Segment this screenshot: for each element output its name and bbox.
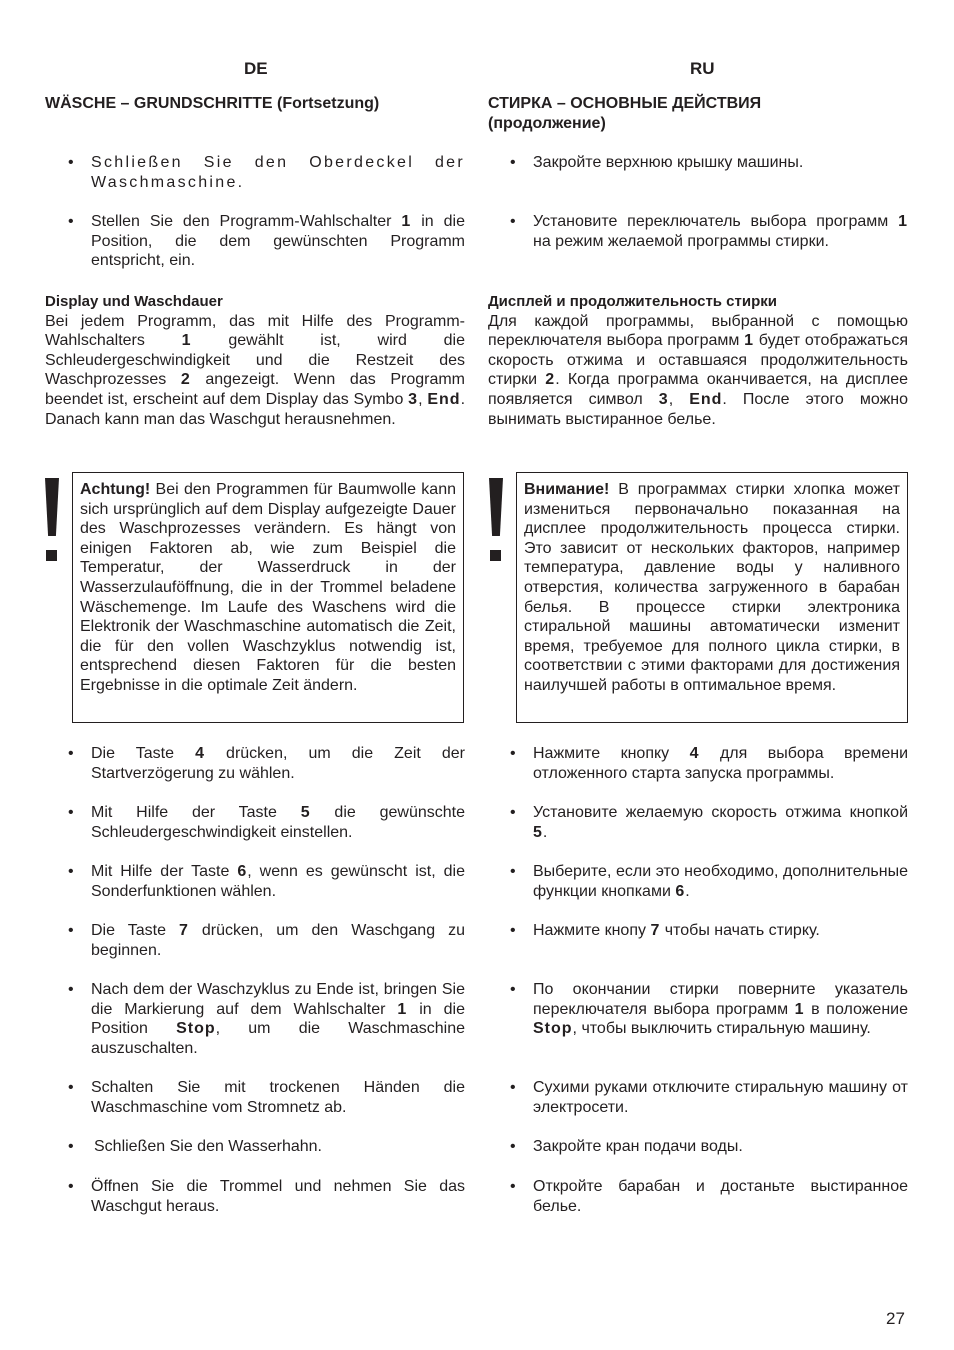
ru-step-4: • Нажмите кнопку 4 для выбора времени отложенного старта запуска программы.	[510, 745, 909, 782]
de-step-unplug: • Schalten Sie mit trockenen Händen die Waschmaschine vom Stromnetz ab.	[68, 1079, 465, 1116]
ru-language-header: RU	[690, 59, 715, 78]
ru-step-stop: • По окончании стирки поверните указатель переключателя выбора программ 1 в положение Stop, чтобы выключить стиральную машину.	[510, 981, 908, 1038]
page-number: 27	[886, 1309, 905, 1328]
ru-step-7: • Нажмите кнопу 7 чтобы начать стирку.	[510, 922, 820, 939]
de-step-stop: • Nach dem der Waschzyklus zu Ende ist, bringen Sie die Markierung auf dem Wahlschalter 1 in die Position Stop, um die Waschmaschine auszuschalten.	[68, 981, 466, 1057]
ru-display-section	[488, 292, 908, 429]
ru-step-5: • Установите желаемую скорость отжима кнопкой 5.	[510, 804, 908, 841]
de-step-5: • Mit Hilfe der Taste 5 die gewünschte Schleudergeschwindigkeit einstellen.	[68, 804, 465, 841]
ru-step-close-lid: • Закройте верхнюю крышку машины.	[510, 154, 804, 171]
de-section-title: WÄSCHE – GRUNDSCHRITTE (Fortsetzung)	[45, 95, 380, 112]
ru-step-tap: • Закройте кран подачи воды.	[510, 1138, 743, 1155]
ru-display-heading: Дисплей и продолжительность стирки	[488, 293, 777, 310]
de-display-paragraph: Bei jedem Programm, das mit Hilfe des Programm-Wahlschalters 1 gewählt ist, wird die Schleudergeschwindigkeit und die Restzeit des Waschprozesses 2 angezeigt. Wenn das Programm beendet ist, erscheint auf dem Display das Symbo 3, End. Danach kann man das Waschgut herausnehmen.	[45, 312, 466, 428]
de-step-selector: • Stellen Sie den Programm-Wahlschalter 1 in die Position, die dem gewünschten Programm entspricht, ein.	[68, 213, 465, 270]
ru-step-6: • Выберите, если это необходимо, дополнительные функции кнопками 6.	[510, 863, 908, 900]
ru-display-paragraph: Для каждой программы, выбранной с помощью переключателя выбора программ 1 будет отображаться скорость отжима и оставшаяся продолжительность стирки 2. Когда программа оканчивается, на дисплее появляется символ 3, End. После этого можно вынимать выстиранное белье.	[488, 312, 909, 428]
ru-step-unplug: • Сухими руками отключите стиральную машину от электросети.	[510, 1079, 908, 1116]
ru-warning-box	[516, 472, 908, 723]
de-display-section	[45, 292, 465, 429]
de-step-close-lid: • Schließen Sie den Oberdeckel der Waschmaschine.	[68, 154, 465, 191]
de-display-heading: Display und Waschdauer	[45, 293, 223, 310]
de-step-open: • Öffnen Sie die Trommel und nehmen Sie das Waschgut heraus.	[68, 1178, 465, 1215]
de-step-7: • Die Taste 7 drücken, um den Waschgang zu beginnen.	[68, 922, 466, 959]
de-step-6: • Mit Hilfe der Taste 6, wenn es gewünscht ist, die Sonderfunktionen wählen.	[68, 863, 465, 900]
de-language-header: DE	[244, 59, 268, 78]
ru-section-title: СТИРКА – ОСНОВНЫЕ ДЕЙСТВИЯ (продолжение)	[488, 95, 762, 132]
ru-step-open: • Откройте барабан и достаньте выстиранное белье.	[510, 1178, 908, 1215]
de-step-tap: • Schließen Sie den Wasserhahn.	[68, 1138, 322, 1155]
de-step-4: • Die Taste 4 drücken, um die Zeit der Startverzögerung zu wählen.	[68, 745, 465, 782]
ru-step-selector: • Установите переключатель выбора программ 1 на режим желаемой программы стирки.	[510, 213, 908, 250]
de-warning-box	[72, 472, 464, 723]
de-warning-text: Achtung! Bei den Programmen für Baumwolle kann sich ursprünglich auf dem Display aufgezeigte Dauer des Waschprozesses verändern. Es hängt von einigen Faktoren ab, wie zum Beispiel die Temperatur, der Wasserdruck in der Wasserzulauföffnung, die in der Trommel beladene Wäschemenge. Im Laufe des Waschens wird die Elektronik der Waschmaschine automatisch die Zeit, die für den vollen Waschzyklus notwendig ist, entsprechend diesen Faktoren für die besten Ergebnisse in die optimale Zeit ändern.	[80, 481, 456, 694]
ru-warning-text: Внимание! В программах стирки хлопка может измениться первоначально показанная на дисплее продолжительность процесса стирки. Это зависит от нескольких факторов, например температура, давление воды у наливного отверстия, количества загруженного в барабан белья. В процессе стирки электроника стиральной машины автоматически изменит время, требуемое для полного цикла стирки, в соответствии с этими факторами для достижения наилучшей работы в оптимальное время.	[524, 481, 900, 694]
